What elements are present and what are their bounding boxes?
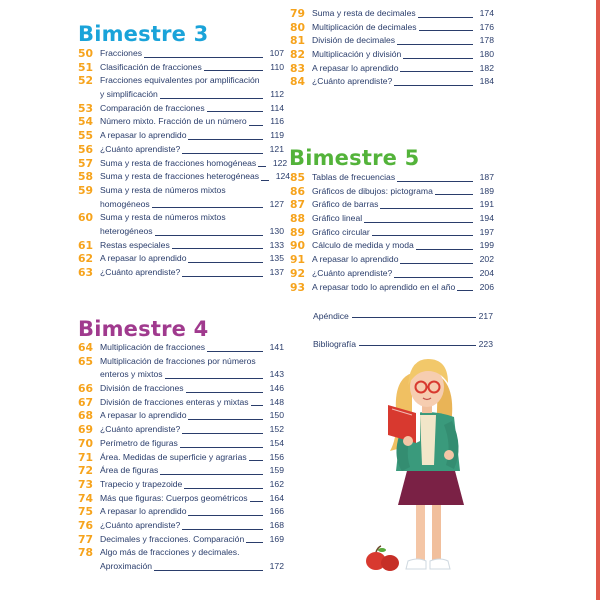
bimestre-4-title: Bimestre 4 <box>78 317 209 341</box>
lesson-number: 72 <box>78 464 94 478</box>
lesson-title: enteros y mixtos <box>100 369 163 380</box>
toc-entry[interactable] <box>78 266 284 280</box>
lesson-title: Aproximación <box>100 561 153 572</box>
dot-leader <box>435 194 473 195</box>
page-number: 114 <box>270 102 284 113</box>
dot-leader <box>364 222 473 223</box>
dot-leader <box>246 542 263 543</box>
page-number: 133 <box>269 239 284 250</box>
lesson-number: 78 <box>78 546 94 560</box>
bibliografia-label: Bibliografía <box>313 339 356 349</box>
lesson-title: Cálculo de medida y moda <box>312 240 414 251</box>
lesson-number: 85 <box>290 171 306 184</box>
lesson-number: 74 <box>78 491 94 505</box>
lesson-number: 65 <box>78 354 94 368</box>
lesson-number: 81 <box>290 34 306 48</box>
bimestre-4-list <box>78 341 284 574</box>
toc-entry[interactable] <box>290 267 494 281</box>
page-number: 135 <box>269 253 284 264</box>
dot-leader <box>352 317 476 318</box>
apendice-entry <box>313 311 493 321</box>
lesson-title: División de decimales <box>312 35 396 46</box>
page-number: 159 <box>269 465 284 476</box>
lesson-title: Suma y resta de números mixtos <box>100 212 226 223</box>
lesson-number: 67 <box>78 395 94 409</box>
lesson-number: 71 <box>78 450 94 464</box>
lesson-number: 86 <box>290 184 306 198</box>
page-number: 127 <box>269 198 284 209</box>
dot-leader <box>182 529 263 530</box>
dot-leader <box>251 405 263 406</box>
lesson-title: Más que figuras: Cuerpos geométricos <box>100 492 248 503</box>
bibliografia-entry <box>313 339 493 349</box>
dot-leader <box>419 30 473 31</box>
lesson-title: Multiplicación de fracciones <box>100 342 206 352</box>
bimestre-3-list <box>78 47 291 280</box>
page-number: 146 <box>269 383 284 394</box>
dot-leader <box>207 111 263 112</box>
dot-leader <box>249 460 263 461</box>
lesson-number: 55 <box>78 129 94 143</box>
lesson-number: 61 <box>78 238 94 252</box>
page-number: 172 <box>269 561 284 572</box>
toc-entry[interactable] <box>290 253 494 267</box>
dot-leader <box>397 181 473 182</box>
page-number: 194 <box>479 213 494 224</box>
toc-entry[interactable] <box>78 102 284 116</box>
page-number: 137 <box>269 267 284 278</box>
toc-entry[interactable] <box>78 61 284 75</box>
page-number: 148 <box>269 396 284 407</box>
dot-leader <box>416 249 473 250</box>
lesson-number: 76 <box>78 518 94 532</box>
dot-leader <box>182 276 263 277</box>
page-number: 174 <box>479 8 494 18</box>
dot-leader <box>188 419 263 420</box>
dot-leader <box>394 85 473 86</box>
toc-entry[interactable] <box>290 226 494 240</box>
lesson-number: 90 <box>290 239 306 253</box>
page-number: 152 <box>269 424 284 435</box>
lesson-title: Perímetro de figuras <box>100 437 178 448</box>
toc-entry[interactable] <box>78 355 284 382</box>
lesson-title: A repasar lo aprendido <box>100 253 187 264</box>
page-number: 150 <box>269 410 284 421</box>
toc-entry[interactable] <box>78 451 284 465</box>
dot-leader <box>154 570 263 571</box>
toc-entry[interactable] <box>78 341 284 355</box>
lesson-number: 93 <box>290 280 306 294</box>
dot-leader <box>188 139 263 140</box>
toc-entry[interactable] <box>290 239 494 253</box>
page-number: 202 <box>479 254 494 265</box>
lesson-title: Suma y resta de números mixtos <box>100 184 226 195</box>
apendice-label: Apéndice <box>313 311 349 321</box>
page-number: 107 <box>269 48 284 58</box>
toc-entry[interactable] <box>290 48 494 62</box>
lesson-title: Área. Medidas de superficie y agrarias <box>100 451 247 462</box>
lesson-number: 92 <box>290 266 306 280</box>
bibliografia-page: 223 <box>478 339 493 349</box>
page-number: 191 <box>479 199 494 210</box>
lesson-number: 77 <box>78 532 94 546</box>
toc-entry[interactable] <box>290 171 494 185</box>
lesson-title: Fracciones equivalentes por amplificación <box>100 75 260 86</box>
toc-entry[interactable] <box>78 47 284 61</box>
dot-leader <box>172 248 263 249</box>
lesson-title: Área de figuras <box>100 465 159 476</box>
lesson-number: 63 <box>78 266 94 280</box>
page-number: 130 <box>269 225 284 236</box>
lesson-number: 73 <box>78 477 94 491</box>
page-number: 119 <box>270 130 284 141</box>
page-number: 189 <box>479 185 494 196</box>
lesson-title: Multiplicación y división <box>312 49 402 60</box>
dot-leader <box>184 488 263 489</box>
toc-entry[interactable] <box>290 212 494 226</box>
lesson-number: 58 <box>78 170 94 184</box>
dot-leader <box>359 345 476 346</box>
toc-entry[interactable] <box>78 143 284 157</box>
page-number: 182 <box>479 62 494 73</box>
apples-icon <box>366 546 399 571</box>
lesson-number: 66 <box>78 382 94 396</box>
dot-leader <box>418 17 473 18</box>
page-number: 143 <box>269 369 284 380</box>
page-number: 110 <box>270 61 284 72</box>
lesson-number: 69 <box>78 423 94 437</box>
lesson-number: 91 <box>290 253 306 267</box>
toc-entry[interactable] <box>78 184 284 211</box>
girl-reading-book-icon <box>350 355 480 590</box>
dot-leader <box>160 474 263 475</box>
lesson-title: heterogéneos <box>100 225 153 236</box>
page-number: 164 <box>269 492 284 503</box>
lesson-title: ¿Cuánto aprendiste? <box>312 267 393 278</box>
page-number: 178 <box>479 35 494 46</box>
toc-entry[interactable] <box>290 281 494 295</box>
page-number: 169 <box>269 533 284 544</box>
lesson-number: 83 <box>290 61 306 75</box>
dot-leader <box>165 378 263 379</box>
lesson-number: 70 <box>78 436 94 450</box>
lesson-title: División de fracciones <box>100 383 184 394</box>
toc-entry[interactable] <box>78 546 284 573</box>
toc-entry[interactable] <box>78 519 284 533</box>
toc-entry[interactable] <box>78 252 284 266</box>
dot-leader <box>394 277 473 278</box>
dot-leader <box>457 290 473 291</box>
lesson-title: A repasar lo aprendido <box>100 410 187 421</box>
lesson-title: Clasificación de fracciones <box>100 61 202 72</box>
apendice-page: 217 <box>478 311 493 321</box>
lesson-number: 54 <box>78 115 94 129</box>
lesson-title: Trapecio y trapezoide <box>100 478 183 489</box>
dot-leader <box>380 208 473 209</box>
page-number: 112 <box>270 89 284 100</box>
page-number: 124 <box>275 171 291 182</box>
lesson-number: 79 <box>290 7 306 20</box>
toc-entry[interactable] <box>78 437 284 451</box>
dot-leader <box>186 392 263 393</box>
lesson-title: Suma y resta de fracciones homogéneas <box>100 157 257 168</box>
lesson-number: 87 <box>290 198 306 212</box>
continued-list <box>290 7 494 89</box>
toc-entry[interactable] <box>78 505 284 519</box>
book-icon <box>388 405 420 443</box>
lesson-number: 56 <box>78 142 94 156</box>
bimestre-5-title: Bimestre 5 <box>289 146 420 170</box>
toc-entry[interactable] <box>78 211 284 238</box>
toc-entry[interactable] <box>290 34 494 48</box>
lesson-number: 57 <box>78 156 94 170</box>
lesson-number: 75 <box>78 505 94 519</box>
dot-leader <box>144 57 263 58</box>
bimestre-5-list <box>290 171 494 294</box>
lesson-number: 51 <box>78 60 94 74</box>
toc-entry[interactable] <box>78 464 284 478</box>
dot-leader <box>182 153 263 154</box>
lesson-number: 59 <box>78 183 94 197</box>
lesson-title: Multiplicación de fracciones por números <box>100 355 256 366</box>
lesson-title: ¿Cuánto aprendiste? <box>100 267 181 278</box>
page-number: 122 <box>272 157 288 168</box>
toc-entry[interactable] <box>78 170 291 184</box>
dot-leader <box>372 235 473 236</box>
toc-entry[interactable] <box>290 7 494 21</box>
lesson-title: Restas especiales <box>100 239 170 250</box>
page-number: 156 <box>269 451 284 462</box>
toc-entry[interactable] <box>78 382 284 396</box>
lesson-title: A repasar lo aprendido <box>100 130 187 141</box>
lesson-title: Comparación de fracciones <box>100 102 205 113</box>
lesson-title: Gráfico lineal <box>312 213 363 224</box>
dot-leader <box>155 235 263 236</box>
lesson-number: 84 <box>290 75 306 89</box>
dot-leader <box>207 351 263 352</box>
dot-leader <box>160 98 263 99</box>
lesson-title: Gráficos de dibujos: pictograma <box>312 185 433 196</box>
lesson-title: A repasar lo aprendido <box>312 62 399 73</box>
lesson-number: 64 <box>78 341 94 354</box>
lesson-title: Fracciones <box>100 48 143 58</box>
lesson-title: ¿Cuánto aprendiste? <box>100 424 181 435</box>
dot-leader <box>152 207 263 208</box>
page-number: 141 <box>269 342 284 352</box>
lesson-title: Algo más de fracciones y decimales. <box>100 547 240 558</box>
page-number: 197 <box>479 226 494 237</box>
lesson-title: y simplificación <box>100 89 158 100</box>
page-number: 166 <box>269 506 284 517</box>
toc-entry[interactable] <box>78 74 284 101</box>
lesson-number: 50 <box>78 47 94 60</box>
page-number: 116 <box>270 116 284 127</box>
lesson-title: A repasar lo aprendido <box>312 254 399 265</box>
bimestre-3-title: Bimestre 3 <box>78 22 209 46</box>
lesson-title: Decimales y fracciones. Comparación <box>100 533 245 544</box>
dot-leader <box>400 71 473 72</box>
toc-entry[interactable] <box>78 396 284 410</box>
toc-entry[interactable] <box>290 75 494 89</box>
dot-leader <box>180 447 263 448</box>
toc-entry[interactable] <box>78 478 284 492</box>
dot-leader <box>182 433 263 434</box>
toc-entry[interactable] <box>78 533 284 547</box>
toc-entry[interactable] <box>290 185 494 199</box>
dot-leader <box>250 501 263 502</box>
toc-entry[interactable] <box>78 492 284 506</box>
lesson-title: Suma y resta de fracciones heterogéneas <box>100 171 260 182</box>
page-number: 154 <box>269 437 284 448</box>
lesson-title: Multiplicación de decimales <box>312 21 417 32</box>
lesson-title: ¿Cuánto aprendiste? <box>100 143 181 154</box>
toc-entry[interactable] <box>78 409 284 423</box>
lesson-title: Número mixto. Fracción de un número <box>100 116 247 127</box>
toc-entry[interactable] <box>290 21 494 35</box>
lesson-title: Tablas de frecuencias <box>312 172 396 182</box>
lesson-title: Suma y resta de decimales <box>312 8 416 18</box>
lesson-title: ¿Cuánto aprendiste? <box>312 76 393 87</box>
lesson-title: A repasar lo aprendido <box>100 506 187 517</box>
page-number: 180 <box>479 49 494 60</box>
toc-entry[interactable] <box>78 156 288 171</box>
page-number: 176 <box>479 21 494 32</box>
lesson-title: A repasar todo lo aprendido en el año <box>312 281 456 292</box>
page-number: 204 <box>479 267 494 278</box>
lesson-number: 88 <box>290 212 306 226</box>
toc-entry[interactable] <box>78 115 284 129</box>
dot-leader <box>261 180 269 181</box>
accent-bar <box>596 0 600 600</box>
page-number: 184 <box>479 76 494 87</box>
lesson-title: Gráfico de barras <box>312 199 379 210</box>
lesson-title: Gráfico circular <box>312 226 370 237</box>
lesson-number: 82 <box>290 48 306 62</box>
lesson-number: 89 <box>290 225 306 239</box>
lesson-number: 80 <box>290 20 306 34</box>
dot-leader <box>204 70 263 71</box>
toc-entry[interactable] <box>78 423 284 437</box>
dot-leader <box>249 125 263 126</box>
page-number: 187 <box>479 172 494 182</box>
page-number: 199 <box>479 240 494 251</box>
dot-leader <box>397 44 473 45</box>
toc-entry[interactable] <box>78 129 284 143</box>
lesson-number: 53 <box>78 101 94 115</box>
toc-entry[interactable] <box>290 62 494 76</box>
toc-entry[interactable] <box>78 239 284 253</box>
page-number: 121 <box>269 143 284 154</box>
lesson-title: homogéneos <box>100 198 150 209</box>
lesson-number: 52 <box>78 74 94 88</box>
lesson-title: ¿Cuánto aprendiste? <box>100 519 181 530</box>
lesson-number: 68 <box>78 409 94 423</box>
dot-leader <box>258 166 266 167</box>
lesson-number: 60 <box>78 211 94 225</box>
lesson-number: 62 <box>78 252 94 266</box>
page-number: 206 <box>479 281 494 292</box>
page-number: 168 <box>269 519 284 530</box>
dot-leader <box>188 515 263 516</box>
dot-leader <box>188 262 263 263</box>
dot-leader <box>400 263 473 264</box>
page-number: 162 <box>269 478 284 489</box>
dot-leader <box>403 58 473 59</box>
toc-entry[interactable] <box>290 198 494 212</box>
lesson-title: División de fracciones enteras y mixtas <box>100 396 249 407</box>
